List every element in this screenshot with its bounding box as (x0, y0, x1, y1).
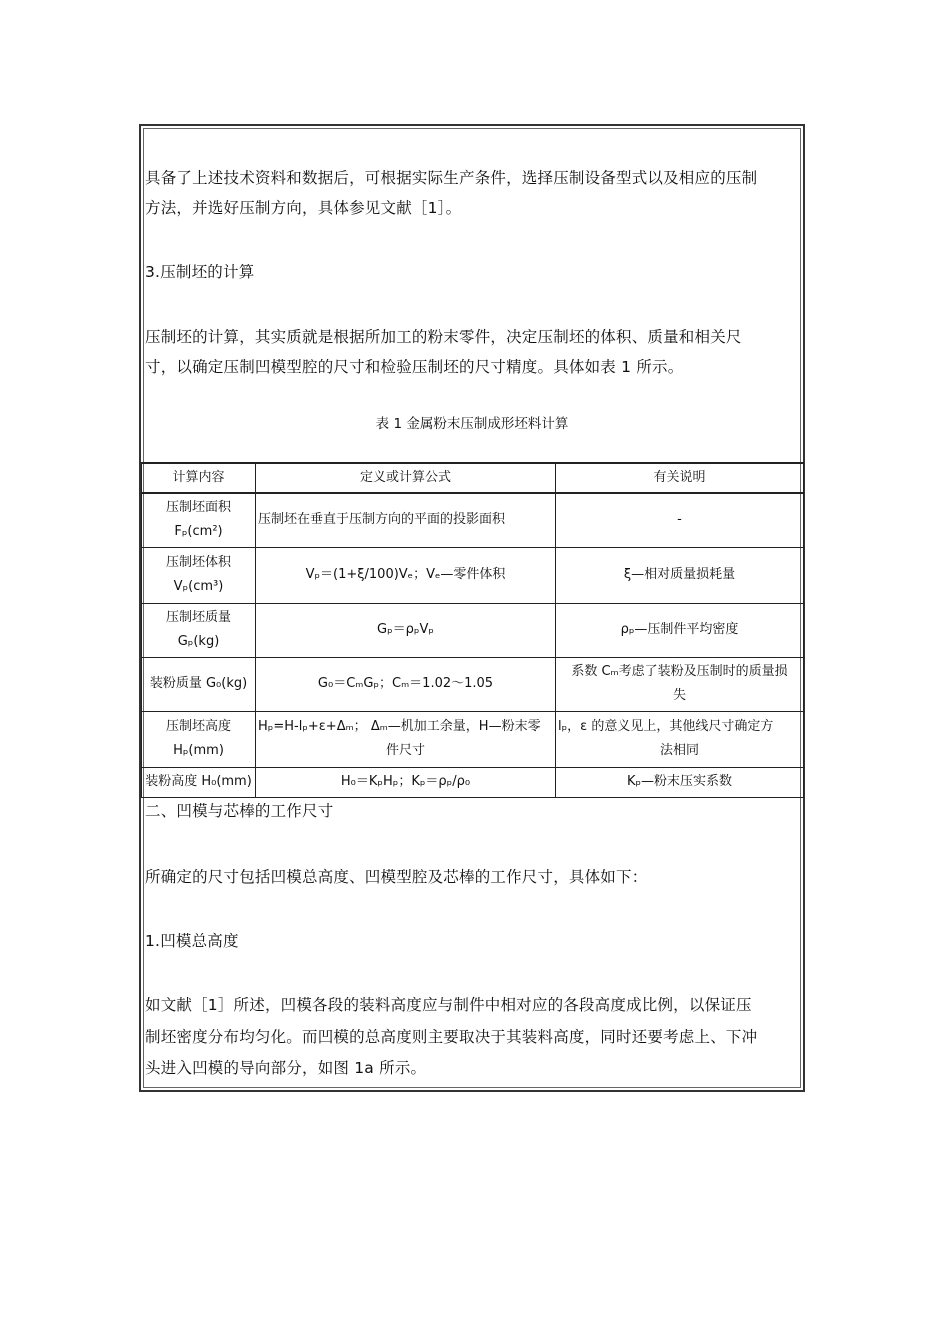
table-cell: Hₚ=H-lₚ+ε+Δₘ； Δₘ—机加工余量，H—粉末零 件尺寸 (256, 711, 556, 767)
table-cell: 装粉质量 G₀(kg) (142, 657, 256, 711)
table-cell: Kₚ—粉末压实系数 (556, 767, 804, 797)
table-cell: ξ—相对质量损耗量 (556, 547, 804, 603)
table-row (142, 711, 804, 767)
table-cell: Gₚ＝ρₚVₚ (256, 603, 556, 657)
sub1-para-line-1: 如文献［1］所述，凹模各段的装料高度应与制件中相对应的各段高度成比例，以保证压 (145, 996, 752, 1014)
section2-heading: 二、凹模与芯棒的工作尺寸 (145, 802, 334, 820)
section3-para-line-2: 寸，以确定压制凹模型腔的尺寸和检验压制坯的尺寸精度。具体如表 1 所示。 (145, 358, 684, 376)
table-caption: 表 1 金属粉末压制成形坯料计算 (375, 416, 569, 432)
table-cell: Vₚ＝(1+ξ/100)Vₑ；Vₑ—零件体积 (256, 547, 556, 603)
table-row (142, 603, 804, 657)
table-cell: ρₚ—压制件平均密度 (556, 603, 804, 657)
table-row (142, 657, 804, 711)
table-cell: H₀＝KₚHₚ；Kₚ＝ρₚ/ρ₀ (256, 767, 556, 797)
table-header: 定义或计算公式 (256, 463, 556, 493)
intro-line-2: 方法，并选好压制方向，具体参见文献［1］。 (145, 199, 462, 217)
sub1-para-line-3: 头进入凹模的导向部分，如图 1a 所示。 (145, 1059, 427, 1077)
table-cell: 压制坯体积 Vₚ(cm³) (142, 547, 256, 603)
section3-para-line-1: 压制坯的计算，其实质就是根据所加工的粉末零件，决定压制坯的体积、质量和相关尺 (145, 328, 742, 346)
table-cell: 装粉高度 H₀(mm) (142, 767, 256, 797)
table-cell: 系数 Cₘ考虑了装粉及压制时的质量损 失 (556, 657, 804, 711)
intro-line-1: 具备了上述技术资料和数据后，可根据实际生产条件，选择压制设备型式以及相应的压制 (145, 169, 758, 187)
section2-para: 所确定的尺寸包括凹模总高度、凹模型腔及芯棒的工作尺寸，具体如下： (145, 868, 648, 886)
table-cell: 压制坯高度 Hₚ(mm) (142, 711, 256, 767)
table-row (142, 767, 804, 797)
table-cell: G₀＝CₘGₚ；Cₘ＝1.02～1.05 (256, 657, 556, 711)
sub1-heading: 1.凹模总高度 (145, 932, 239, 950)
table-cell: 压制坯在垂直于压制方向的平面的投影面积 (256, 493, 556, 547)
calculation-table (141, 462, 804, 798)
table-cell: 压制坯面积 Fₚ(cm²) (142, 493, 256, 547)
table-cell: lₚ，ε 的意义见上，其他线尺寸确定方 法相同 (556, 711, 804, 767)
table-row (142, 547, 804, 603)
table-header-row (142, 463, 804, 493)
table-cell: - (556, 493, 804, 547)
section3-heading: 3.压制坯的计算 (145, 263, 255, 281)
table-cell: 压制坯质量 Gₚ(kg) (142, 603, 256, 657)
table-header: 有关说明 (556, 463, 804, 493)
sub1-para-line-2: 制坯密度分布均匀化。而凹模的总高度则主要取决于其装料高度，同时还要考虑上、下冲 (145, 1028, 758, 1046)
table-row (142, 493, 804, 547)
table-header: 计算内容 (142, 463, 256, 493)
